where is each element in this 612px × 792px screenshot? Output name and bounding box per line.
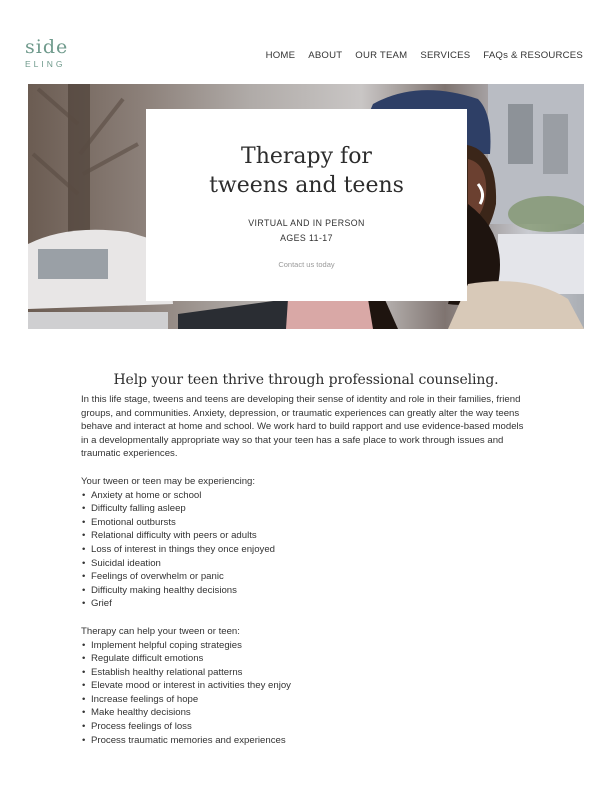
nav-about[interactable]: ABOUT: [308, 50, 343, 61]
experiencing-intro: Your tween or teen may be experiencing:: [81, 475, 256, 487]
hero-card: [146, 109, 467, 301]
help-list: [81, 639, 531, 748]
list-item: • Emotional outbursts: [91, 516, 531, 530]
list-item: • Relational difficulty with peers or adults: [91, 529, 531, 543]
list-item: • Anxiety at home or school: [91, 489, 531, 503]
hero-subtitle-line-2: AGES 11-17: [280, 233, 333, 243]
list-item: • Implement helpful coping strategies: [91, 639, 531, 653]
logo-main-text: side: [25, 36, 69, 58]
nav-our-team[interactable]: OUR TEAM: [355, 50, 408, 61]
hero-title-line-2: tweens and teens: [209, 173, 404, 198]
experiencing-list: [81, 489, 531, 611]
nav-home[interactable]: HOME: [265, 50, 296, 61]
nav-services[interactable]: SERVICES: [420, 50, 471, 61]
list-item: • Loss of interest in things they once enjoyed: [91, 543, 531, 557]
hero-title-line-1: Therapy for: [241, 144, 372, 169]
list-item: • Feelings of overwhelm or panic: [91, 570, 531, 584]
list-item: • Make healthy decisions: [91, 706, 531, 720]
list-item: • Process traumatic memories and experiences: [91, 734, 531, 748]
main-content: [81, 372, 531, 747]
hero-subtitle-line-1: VIRTUAL AND IN PERSON: [248, 218, 365, 228]
hero-banner: [28, 84, 584, 329]
hero-title: [146, 142, 467, 200]
list-item: • Difficulty making healthy decisions: [91, 584, 531, 598]
section-heading: Help your teen thrive through professional counseling.: [113, 372, 499, 388]
logo-sub-text: ELING: [25, 59, 66, 69]
main-nav: [266, 50, 583, 61]
site-logo[interactable]: [25, 38, 68, 69]
list-item: • Regulate difficult emotions: [91, 652, 531, 666]
list-item: • Elevate mood or interest in activities they enjoy: [91, 679, 531, 693]
help-intro: Therapy can help your tween or teen:: [81, 625, 240, 637]
list-item: • Grief: [91, 597, 531, 611]
list-item: • Establish healthy relational patterns: [91, 666, 531, 680]
intro-paragraph: In this life stage, tweens and teens are developing their sense of identity and role in their families, friend groups, and communities. Anxiety, depression, or traumatic experiences can greatly alter the way teens behave and interact at home and school. We work hard to build rapport and use evidence-based models in a developmentally appropriate way so that your teen has a safe place to work through issues and traumatic experiences.: [81, 394, 524, 460]
list-item: • Suicidal ideation: [91, 557, 531, 571]
nav-faqs-resources[interactable]: FAQs & RESOURCES: [483, 50, 583, 61]
list-item: • Difficulty falling asleep: [91, 502, 531, 516]
list-item: • Process feelings of loss: [91, 720, 531, 734]
list-item: • Increase feelings of hope: [91, 693, 531, 707]
contact-us-link[interactable]: Contact us today: [278, 260, 335, 269]
